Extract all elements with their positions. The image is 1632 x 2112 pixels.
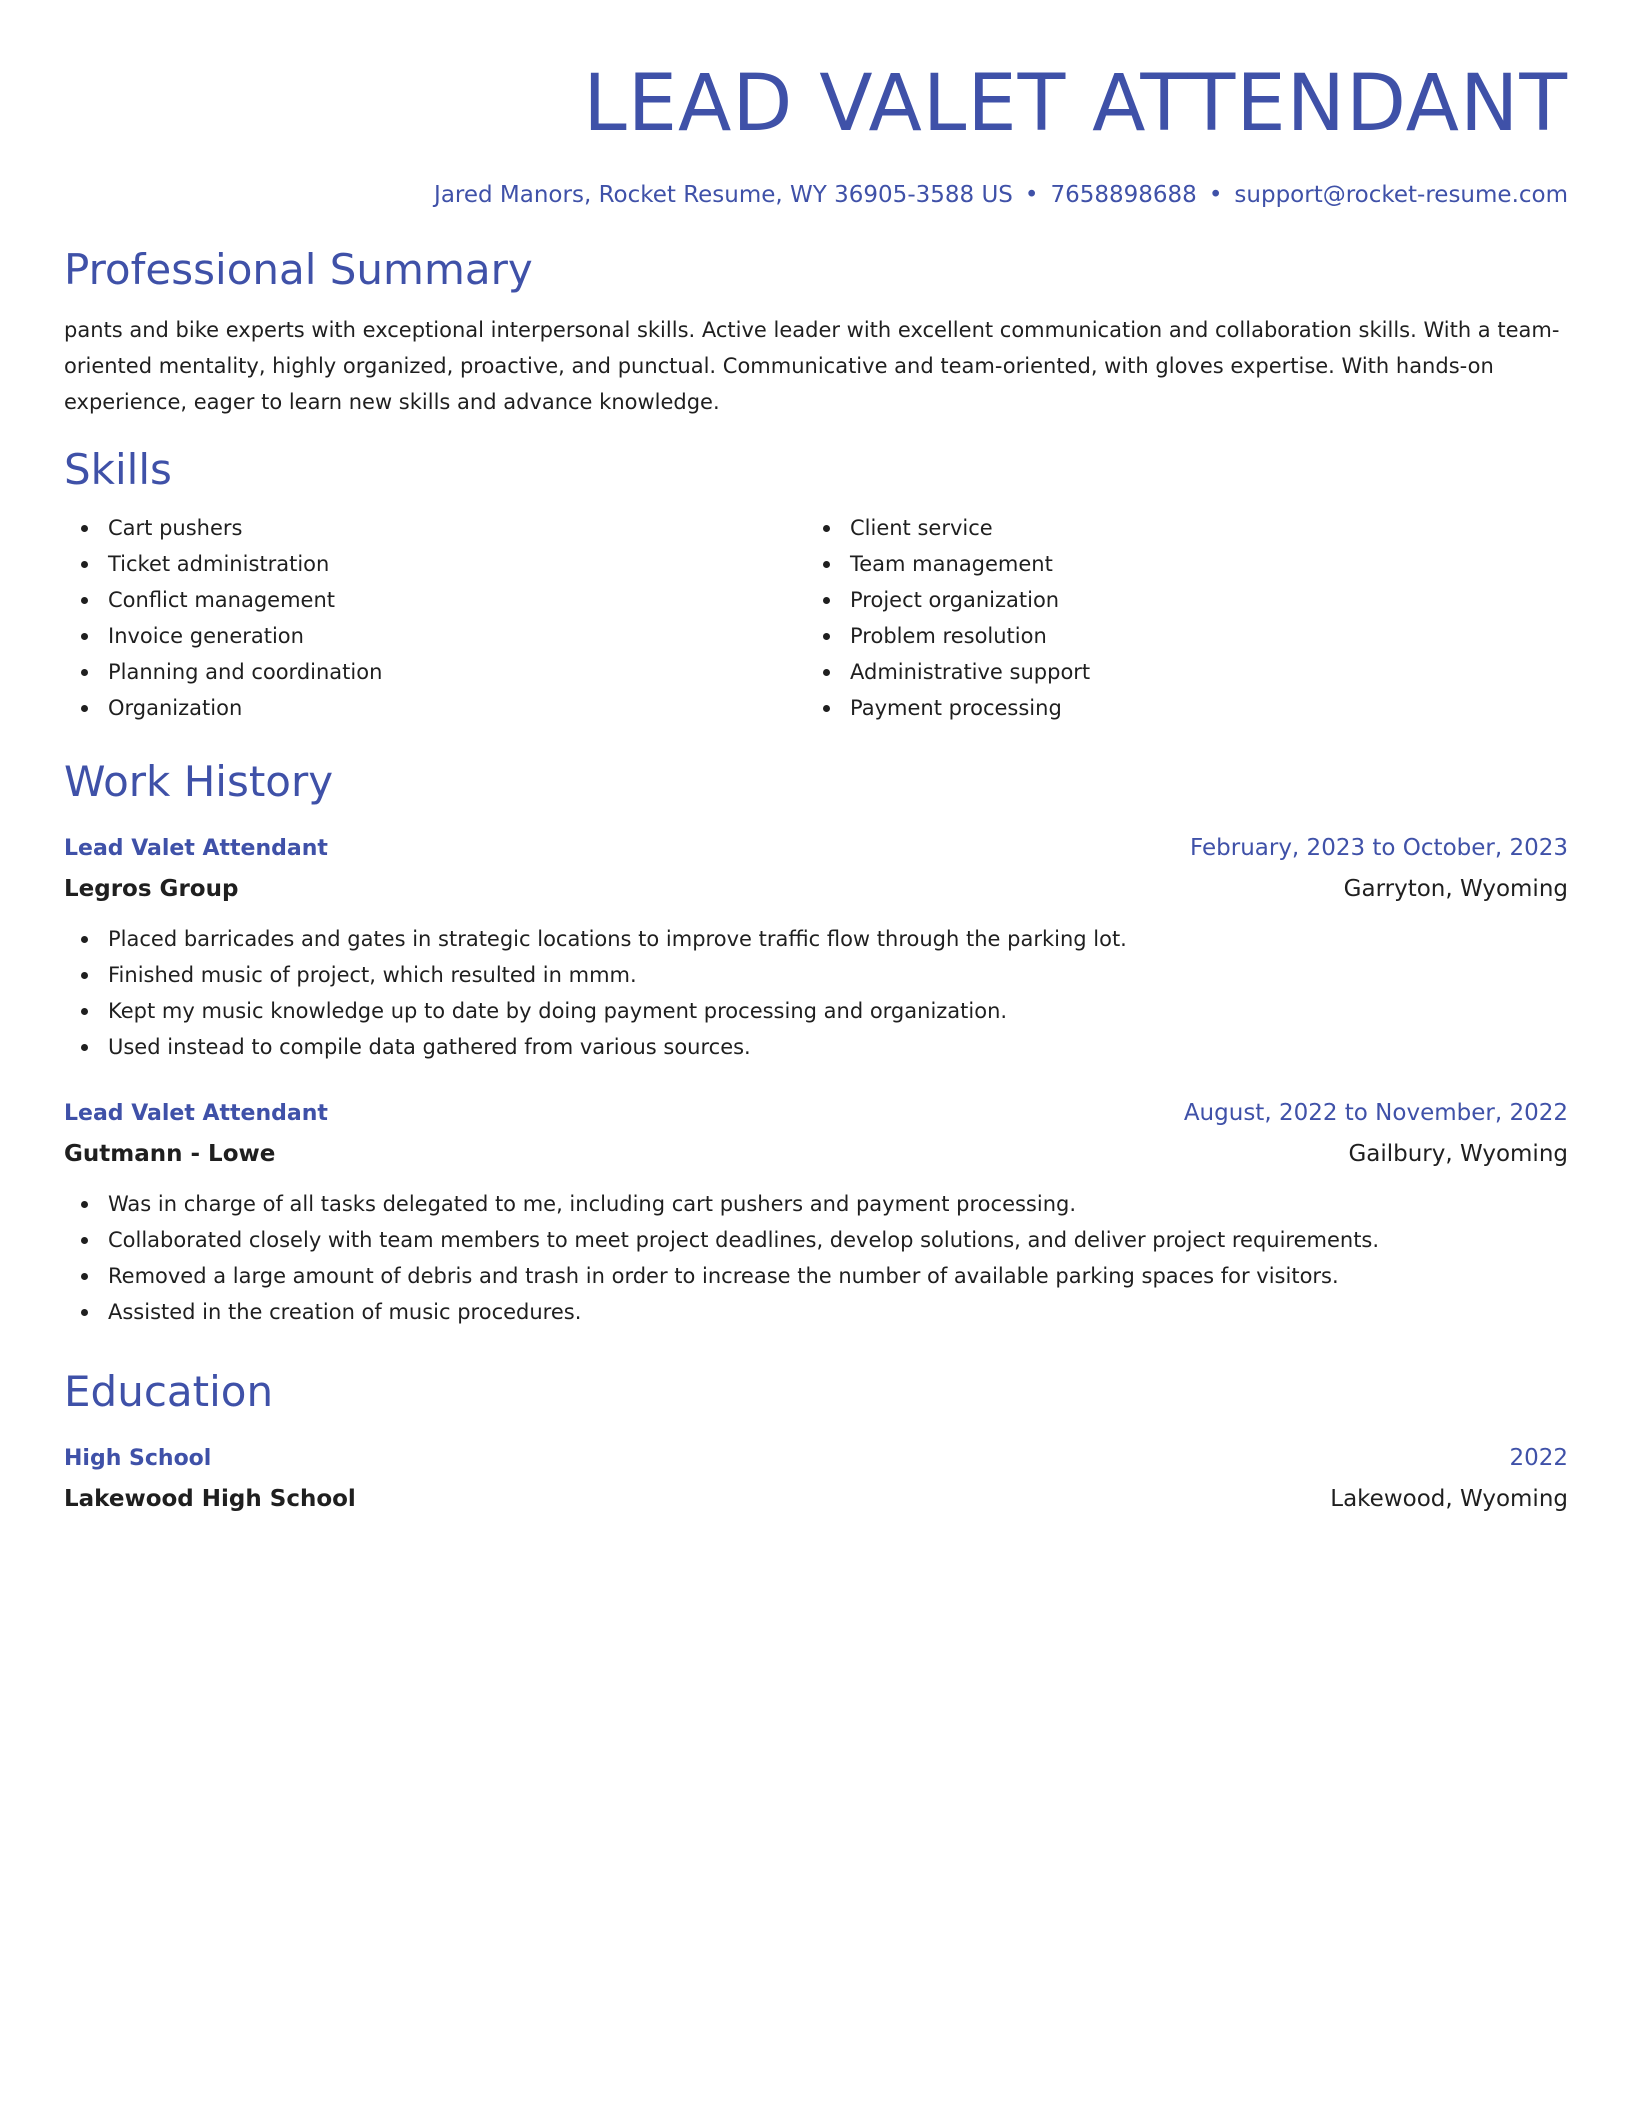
job-bullet: Kept my music knowledge up to date by doing payment processing and organization. [64,993,1568,1029]
skill-item: Payment processing [806,690,1548,726]
job-bullet: Removed a large amount of debris and trash in order to increase the number of available parking spaces for visitors. [64,1258,1568,1294]
skill-item: Problem resolution [806,618,1548,654]
education-entry [64,1438,1568,1519]
skills-grid [64,510,1568,726]
skill-item: Conflict management [64,582,806,618]
contact-address: Jared Manors, Rocket Resume, WY 36905-3588 US [434,182,1013,208]
skill-item: Invoice generation [64,618,806,654]
resume-header [64,54,1568,212]
job-bullet: Assisted in the creation of music procedures. [64,1294,1568,1330]
job-dates: February, 2023 to October, 2023 [1190,835,1568,861]
skill-item: Client service [806,510,1548,546]
contact-phone[interactable]: 7658898688 [1050,182,1197,208]
job-title-row [64,1093,1568,1134]
skill-item: Organization [64,690,806,726]
skill-item: Cart pushers [64,510,806,546]
education-degree-row [64,1438,1568,1479]
job-bullet: Placed barricades and gates in strategic locations to improve traffic flow through the parking lot. [64,921,1568,957]
education-location: Lakewood, Wyoming [1330,1486,1568,1512]
job-entry [64,1093,1568,1330]
summary-heading: Professional Summary [64,245,533,294]
education-school-row [64,1479,1568,1519]
skill-item: Ticket administration [64,546,806,582]
job-title: Lead Valet Attendant [64,1101,328,1126]
job-company-row [64,869,1568,909]
education-school: Lakewood High School [64,1486,356,1512]
job-bullet: Collaborated closely with team members to meet project deadlines, develop solutions, and deliver project requirements. [64,1222,1568,1258]
job-location: Garryton, Wyoming [1343,876,1568,902]
job-company-row [64,1134,1568,1174]
contact-separator: • [1024,182,1039,208]
job-bullet: Was in charge of all tasks delegated to me, including cart pushers and payment processing. [64,1186,1568,1222]
job-location: Gailbury, Wyoming [1348,1141,1568,1167]
skills-column-left [64,510,806,726]
contact-line [64,178,1568,212]
job-company: Gutmann - Lowe [64,1141,276,1167]
job-bullet: Used instead to compile data gathered from various sources. [64,1029,1568,1065]
job-bullet: Finished music of project, which resulted in mmm. [64,957,1568,993]
skill-item: Planning and coordination [64,654,806,690]
education-year: 2022 [1509,1445,1568,1471]
education-degree: High School [64,1446,212,1471]
job-company: Legros Group [64,876,239,902]
job-entry [64,828,1568,1065]
job-bullets [64,1186,1568,1330]
skills-column-right [806,510,1548,726]
job-title-row [64,828,1568,869]
skill-item: Administrative support [806,654,1548,690]
contact-separator: • [1208,182,1223,208]
job-dates: August, 2022 to November, 2022 [1183,1100,1568,1126]
job-bullets [64,921,1568,1065]
job-title: Lead Valet Attendant [64,836,328,861]
skill-item: Team management [806,546,1548,582]
skill-item: Project organization [806,582,1548,618]
work-history-heading: Work History [64,757,334,806]
contact-email[interactable]: support@rocket-resume.com [1234,182,1568,208]
education-heading: Education [64,1367,274,1416]
skills-heading: Skills [64,445,172,494]
summary-text: pants and bike experts with exceptional interpersonal skills. Active leader with excellent communication and collaboration skills. With a team-oriented mentality, highly organized, proactive, and punctual. Communicative and team-oriented, with gloves expertise. With hands-on experience, eager to learn new skills and advance knowledge. [64,318,1560,414]
candidate-name: LEAD VALET ATTENDANT [583,59,1568,149]
